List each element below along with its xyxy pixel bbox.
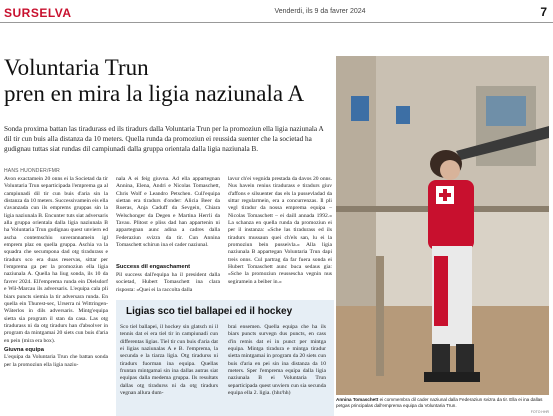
subheading-giuvna-equipa: Giuvna equipa bbox=[4, 346, 44, 353]
info-box-title: Ligias sco tiel ballapei ed il hockey bbox=[126, 306, 293, 317]
subheading-success: Success dil engaschament bbox=[116, 264, 191, 270]
page-header bbox=[0, 0, 553, 22]
article-column-1 bbox=[4, 176, 108, 416]
column-1-text: Avon exactamein 20 onns ei la Societad da tir Voluntaria Trun separticipada l'emprema ga al campiunadi dil tir cun buis d'aria sin la distanza da 10 meters. Successivamein eis ella s'avanzada cun ils emprems gruppas sin la ligia naziunala B. Encunter tuts siat adversaris alla gruppa orientala dalla ligia naziunala B ha Voluntaria Trun gudignau quest unviern ed ascha contemschiu suverannamein igl emprem plaz en quella gruppa. Aschia va la squadra che secumpona dad otg tiradurass e tiradurs sco era duas reservas, sittar per l'emprema ga per la promoziun ella ligia naziunala A. Quella ha liug sonda, ils 10 da favrer 2024. Ell'emprema runda ein Dielsdorf e Wil-Marcau ils adversaris. L'equipa cala pli biars puncts siemia la tir adversara runda. En quella ein Thurest-sec, Urserra ni Wittringen-Wäterlos in dils adversaris. Mintg'equipa sietta sia program il stan da casa. Las otg tiradurass ni da otg tiradurs han d'absolver in program da mintgamai 20 siets cun buis d'aria en pein (mira era box). bbox=[4, 176, 108, 344]
info-box-column-2: brai ensemen. Quella equipa che ha ils biars puncts survegn dus puncts, en cass d'in remis dat ei in punct per mintga equipa. Mintga tiradura e mintga tiradur sietta mintgamai in program da 20 siets cun buis d'aria en pei sin ina distanza da 10 meters. Sper l'emprema equipa dalla ligia naziunala B ei Voluntaria Trun separticipada quest unviern cun sia secunda equipa ella 2. ligia. (hhr/hh) bbox=[228, 324, 326, 397]
section-label: SURSELVA bbox=[4, 6, 72, 20]
column-1-text-b: L'equipa da Voluntaria Trun che battan sonda per la promoziun ella ligia naziu- bbox=[4, 354, 108, 368]
photo-credit: FOTO HHR bbox=[530, 410, 549, 414]
headline-line-1: Voluntaria Trun bbox=[4, 55, 149, 80]
header-rule bbox=[0, 22, 553, 23]
caption-text: ei commembra dil cader naziunal dalla Federaziun svizra da tir. Ella ei ina dallas petgas principalas dall'emprema equipa da Voluntaria Trun. bbox=[336, 397, 543, 408]
shooter-photo-illustration bbox=[336, 56, 549, 395]
caption-name: Annina Tomaschett bbox=[336, 397, 379, 402]
info-box bbox=[116, 300, 334, 416]
article-column-2: nala A ei feig giuvna. Ad ella appartegnan Annina, Elena, Andri e Nicolas Tomaschett, Chris Wolf e Leandro Petschen. Cull'equipa siettan era tiradurs d'onder: Alicia Beer da Rueras, Anja Caduff da Sevgein, Chiara Welschonger da Degen e Martina Herrli da Tavau. Plitost e pliss dad han appartenin ni appartegnan aunc adina a cadres dalla Federaziun svizra da tir. Cun Annina Tomaschett schirun ina el cader naziunal. bbox=[116, 176, 220, 249]
headline-line-2: pren en mira la ligia naziunala A bbox=[4, 81, 305, 106]
page-number: 7 bbox=[540, 5, 547, 19]
article-column-3: lavur ch'ei vegnida prestada da davos 20 onns. Nus havein renius tiradurass e tiradurs giuv d'affons e silsuenter das els la pussevladad da sittar regularmein, era a concurrenzas. Il pli vegl tiradur da nossa emprema equipa – Nicolas Tomaschett – ei daill annada 1992.» La schanza en quella runda da promoziun ei per il instanza: «Sche las tiradurass ed ils tiradurs mussaun quei ch'els san, lu ei la promoziun bein pusseivla.» Alla ligia naziunala B appartegan Voluntaria Trun dapi treis onns. Cul partrag da far fuera sonda ei Hubert Tomaschett aunc buca sedaus gia: «Sche la promoziun reussescha vegnin nus segiramein a beiber in.» bbox=[228, 176, 332, 285]
issue-date: Venderdi, ils 9 da favrer 2024 bbox=[274, 8, 366, 15]
article-photo bbox=[336, 56, 549, 395]
author-byline: HANS HUONDER/FMR bbox=[4, 168, 60, 174]
article-column-2-b: Pil success dall'equipa ha il president dalla societad, Hubert Tomaschett ina clara risposta: «Quei ei la raccolta dalla bbox=[116, 272, 220, 293]
lead-paragraph: Sonda proxima battan las tiradurass ed ils tiradurs dalla Voluntaria Trun per la promoziun ella ligia naziunala A dil tir cun buis alla distanza da 10 meters. Quella runda da promoziun ei reussida suenter che la societad ha gudignau tuttas siat rundas dil campiunadi dalla gruppa orientala dalla ligia naziunala B. bbox=[4, 125, 324, 154]
info-box-column-1: Sco tiel ballapei, il hockey sin glatsch ni il tennis dat ei era tiel tir in campiunadi cun differentas ligias. Tiel tir cun buis d'aria dat ei ligias naziunalas A e B. l'emprema, la secunda e la tiarza ligia. Otg tiradurss ni tiradurs fuorman ina equipa. Quellas fruntan mintgamai sin ina dallas autras siat equipas dalla medema gruppa. Ils resultats dallas otg tiradurss ni da otg tiradurs vegnan allura dum- bbox=[120, 324, 218, 397]
photo-caption bbox=[336, 397, 549, 409]
headline bbox=[4, 55, 332, 107]
